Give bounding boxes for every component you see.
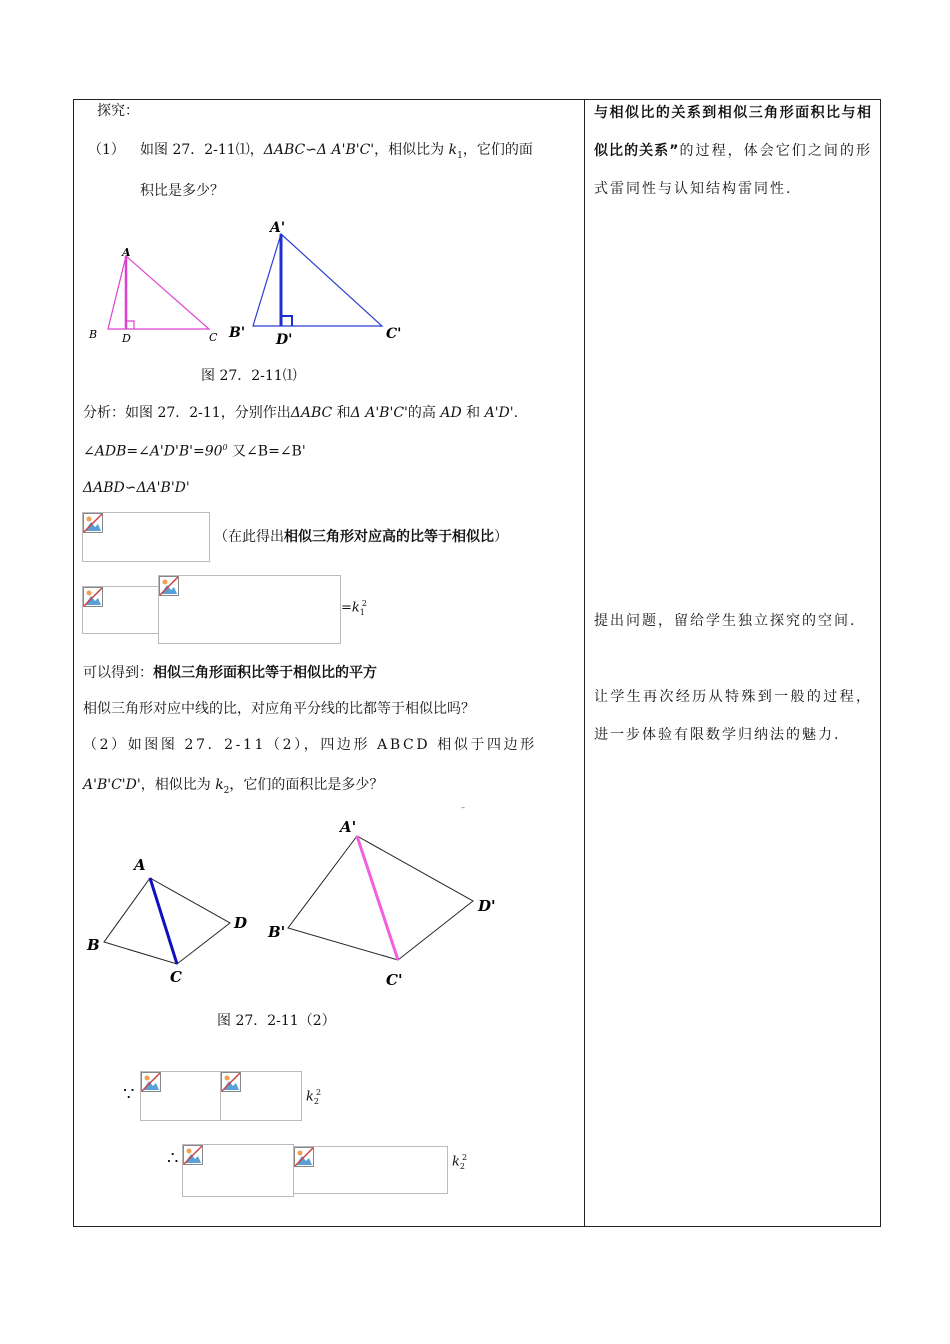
quad-label-c: C [170,968,182,986]
figure-similar-quadrilaterals [82,812,512,992]
label-a-prime: A' [270,220,286,236]
label-b-prime: B' [229,325,246,341]
quad-label-c-prime: C' [386,971,403,989]
broken-image-icon [83,513,103,533]
similar-triangles-statement: ΔABD∽ΔA'B'D' [83,480,190,496]
figure-similar-triangles [82,216,412,351]
fig2-caption: 图 27．2-11（2） [217,1013,336,1029]
q1-number: （1） [88,142,125,158]
q1-line1: 如图 27．2-11⑴，ΔABC∽Δ A'B'C'，相似比为 $k_1$，它们的面 [140,142,533,161]
quad-label-d: D [234,914,248,932]
fig1-caption: 图 27．2-11⑴ [201,368,297,384]
quad-a2b2c2d2 [288,836,473,960]
missing-image-2 [82,586,160,634]
label-b: B [89,328,98,341]
broken-image-icon [294,1147,314,1167]
right-paragraph-2: 提出问题，留给学生独立探究的空间. [594,613,857,629]
quad-abcd [104,878,230,964]
area-ratio-k1-squared: $=k_1^2$ [341,599,367,617]
broken-image-icon [221,1072,241,1092]
label-d-prime: D' [276,332,293,348]
missing-image-5 [220,1071,302,1121]
stray-mark: – [461,803,465,812]
label-c-prime: C' [386,326,402,342]
analysis-line: 分析：如图 27．2-11，分别作出ΔABC 和Δ A'B'C'的高 AD 和 A'D'. [83,405,519,421]
missing-image-1 [82,512,210,562]
right-paragraph-3: 让学生再次经历从特殊到一般的过程，进一步体验有限数学归纳法的魅力. [594,689,872,743]
right-paragraph-1: 与相似比的关系到相似三角形面积比与相似比的关系”的过程，体会它们之间的形式雷同性与认知结构雷同性. [594,105,872,197]
conclusion-line: 可以得到：相似三角形面积比等于相似比的平方 [83,665,377,681]
label-d: D [122,332,131,345]
quad-label-b: B [87,936,100,954]
right-angle-mark-large [281,316,292,326]
k2-squared-1: $k_2^2$ [306,1088,322,1106]
missing-image-3 [158,575,341,644]
missing-image-4 [140,1071,222,1121]
quad-label-a-prime: A' [340,818,357,836]
broken-image-icon [183,1145,203,1165]
therefore-symbol: ∴ [167,1148,179,1169]
quad-label-d-prime: D' [478,897,496,915]
broken-image-icon [141,1072,161,1092]
broken-image-icon [83,587,103,607]
k2-squared-2: $k_2^2$ [452,1153,468,1171]
angle-equation: $\angle ADB=\angle A'D'B'=90^0$ 又∠B=∠B' [83,443,306,460]
q1-line2: 积比是多少？ [140,183,224,199]
because-symbol: ∵ [123,1084,135,1105]
quad-label-b-prime: B' [268,923,286,941]
missing-image-7 [293,1146,448,1194]
q2-line1: （2）如图图 27．2-11（2），四边形 ABCD 相似于四边形 [83,737,537,753]
label-a: A [122,246,131,259]
median-question: 相似三角形对应中线的比，对应角平分线的比都等于相似比吗？ [83,701,475,717]
missing-image-6 [182,1144,294,1197]
q2-line2: A'B'C'D'，相似比为 $k_2$，它们的面积比是多少？ [83,777,384,796]
column-divider [584,99,585,1227]
triangle-abc [108,256,209,329]
quad-label-a: A [134,856,146,874]
triangle-a2b2c2 [253,234,382,326]
explore-heading: 探究： [97,103,139,119]
label-c: C [209,331,218,344]
broken-image-icon [159,576,179,596]
height-ratio-note: （在此得出相似三角形对应高的比等于相似比） [214,529,508,545]
diagonal-a2c2 [357,836,398,960]
